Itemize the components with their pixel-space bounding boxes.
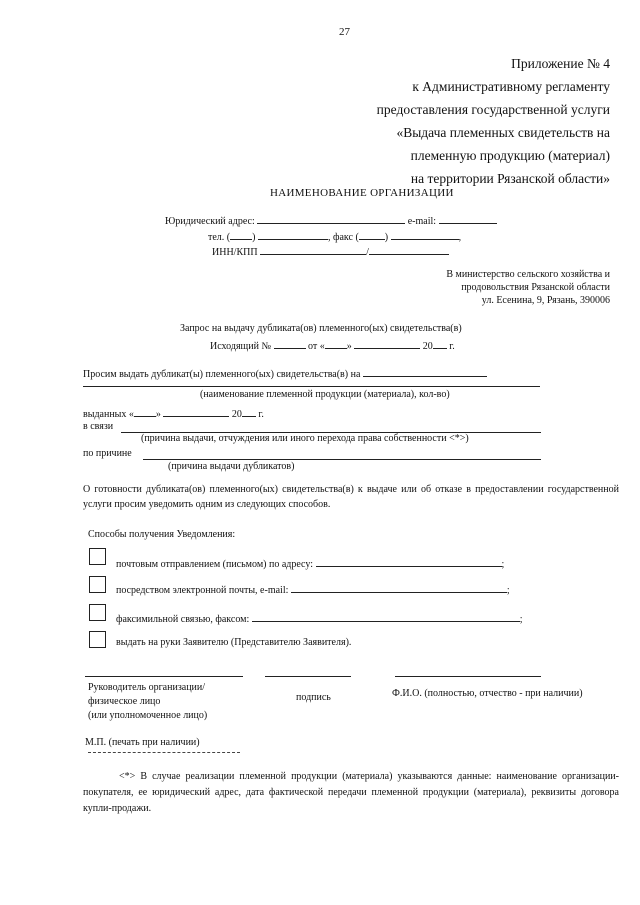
reason-field[interactable] [143,459,541,460]
fax-code-field[interactable] [359,229,385,240]
head-label: (или уполномоченное лицо) [88,710,208,721]
connection-hint: (причина выдачи, отчуждения или иного перехода права собственности <*>) [141,433,469,444]
appendix-block [377,52,610,190]
recipient-line: В министерство сельского хозяйства и [446,269,610,280]
kpp-field[interactable] [369,244,449,255]
method-fax-row [116,611,523,625]
recipient-block [446,268,610,307]
issued-day-field[interactable] [134,406,156,417]
method-checkbox-fax[interactable] [89,604,106,621]
ask-row [83,366,487,380]
appendix-line: «Выдача племенных свидетельств на [396,125,610,140]
legal-address-field[interactable] [257,213,405,224]
methods-title: Способы получения Уведомления: [88,529,236,540]
phone-number-field[interactable] [258,229,328,240]
head-sign-line[interactable] [85,676,243,677]
fax-label: , факс ( [327,232,359,243]
year-prefix: 20 [422,341,433,352]
method-label: почтовым отправлением (письмом) по адресу: [116,559,313,570]
appendix-line: к Административному регламенту [412,79,610,94]
fax-end: , [458,232,462,243]
phone-label: тел. ( [208,232,231,243]
notify-paragraph: О готовности дубликата(ов) племенного(ых) свидетельства(в) к выдаче или об отказе в предоставлении государственной услуги просим уведомить одним из следующих способов. [83,484,619,510]
outgoing-month-field[interactable] [354,338,420,349]
issued-label: выданных « [83,409,134,420]
issued-suffix: г. [258,409,264,420]
reason-label: по причине [83,448,132,459]
fax-number-field[interactable] [391,229,459,240]
fio-line[interactable] [395,676,541,677]
from-label: от « [308,341,325,352]
issued-month-field[interactable] [163,406,229,417]
email-label: e-mail: [407,216,437,227]
phone-code-field[interactable] [230,229,252,240]
quote-close: » [346,341,352,352]
appendix-line: Приложение № 4 [511,56,610,71]
inn-field[interactable] [260,244,366,255]
email-address-field[interactable] [291,582,507,593]
legal-address-label: Юридический адрес: [165,216,255,227]
method-end: ; [501,559,505,570]
method-end: ; [506,585,510,596]
recipient-line: продовольствия Рязанской области [461,282,610,293]
method-checkbox-hand[interactable] [89,631,106,648]
method-end: ; [519,614,523,625]
method-checkbox-mail[interactable] [89,548,106,565]
head-label: физическое лицо [88,696,161,707]
product-hint: (наименование племенной продукции (материала), кол-во) [200,389,450,400]
method-label: посредством электронной почты, e-mail: [116,585,289,596]
fax-close: ) [384,232,389,243]
reason-hint: (причина выдачи дубликатов) [168,461,295,472]
phone-close: ) [252,232,256,243]
appendix-line: предоставления государственной услуги [376,102,610,117]
head-label-block [88,681,207,723]
head-label: Руководитель организации/ [88,682,206,693]
connection-label: в связи [83,421,114,432]
ask-text: Просим выдать дубликат(ы) племенного(ых) свидетельства(в) на [83,369,361,380]
inn-row [212,244,449,258]
stamp-label: М.П. (печать при наличии) [85,737,200,748]
issued-year: 20 [231,409,242,420]
product-field-line[interactable] [83,386,540,387]
org-title: НАИМЕНОВАНИЕ ОРГАНИЗАЦИИ [270,187,454,199]
signature-line[interactable] [265,676,351,677]
outgoing-year-field[interactable] [433,338,447,349]
issued-year-field[interactable] [242,406,256,417]
request-title: Запрос на выдачу дубликата(ов) племенного(ых) свидетельства(в) [180,323,462,334]
outgoing-row [210,338,455,352]
recipient-line: ул. Есенина, 9, Рязань, 390006 [481,295,610,306]
method-checkbox-email[interactable] [89,576,106,593]
method-hand-label: выдать на руки Заявителю (Представителю Заявителя). [116,637,352,648]
year-suffix: г. [449,341,455,352]
method-mail-row [116,556,504,570]
outgoing-label: Исходящий № [210,341,271,352]
stamp-line [88,752,240,753]
appendix-line: племенную продукцию (материал) [410,148,610,163]
appendix-line: на территории Рязанской области» [410,171,610,186]
issued-row [83,406,264,420]
legal-address-row [165,213,497,227]
sign-label: подпись [296,692,331,703]
method-label: факсимильной связью, факсом: [116,614,250,625]
footnote: <*> В случае реализации племенной продукции (материала) указываются данные: наименование организации-покупателя, ее юридический адрес, дата фактической передачи племенной продукции (материала), реквизиты договора купли-продажи. [83,771,619,814]
product-field[interactable] [363,366,487,377]
fio-label: Ф.И.О. (полностью, отчество - при наличии) [392,688,583,699]
phone-row [208,229,461,243]
inn-label: ИНН/КПП [212,247,258,258]
page-number: 27 [339,26,350,38]
email-field[interactable] [439,213,497,224]
fax-number-method-field[interactable] [252,611,520,622]
method-email-row [116,582,510,596]
outgoing-day-field[interactable] [325,338,347,349]
outgoing-number-field[interactable] [274,338,306,349]
inn-sep: / [366,247,369,258]
mail-address-field[interactable] [316,556,502,567]
issued-quote: » [155,409,161,420]
